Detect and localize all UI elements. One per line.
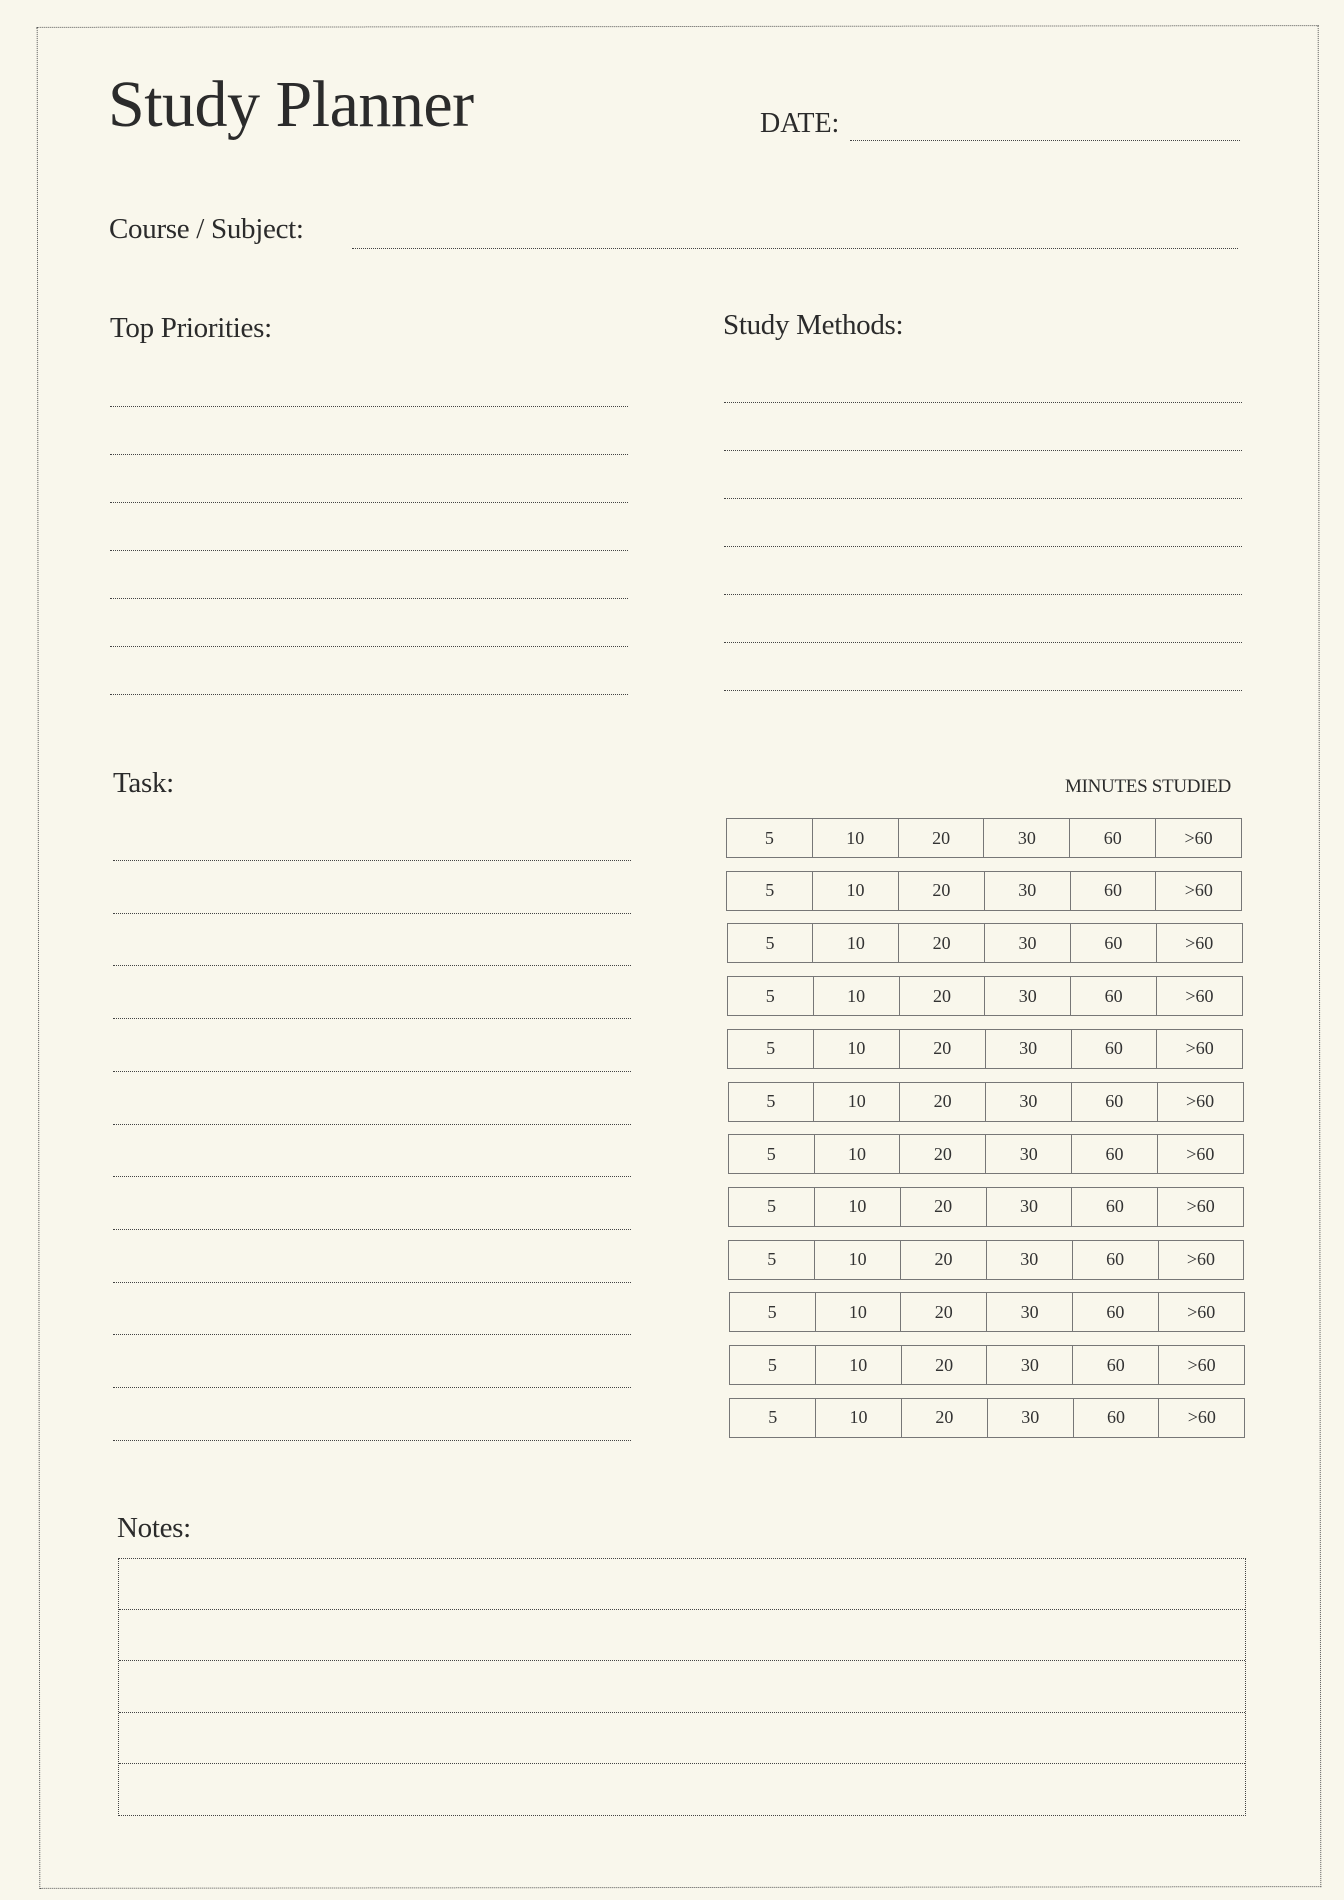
minutes-option-20[interactable]: 20 <box>899 819 985 857</box>
minutes-option-30[interactable]: 30 <box>987 1293 1073 1331</box>
notes-row[interactable] <box>119 1559 1245 1610</box>
minutes-option-over-60[interactable]: >60 <box>1187 1407 1216 1428</box>
minutes-option-20[interactable]: 20 <box>900 1030 986 1068</box>
minutes-option-over-60[interactable]: >60 <box>1186 1143 1215 1164</box>
study-method-line[interactable] <box>724 642 1242 643</box>
task-label: Task: <box>113 767 174 799</box>
top-priority-line[interactable] <box>110 406 628 407</box>
study-methods-label: Study Methods: <box>723 309 904 341</box>
minutes-option-5[interactable]: 5 <box>730 1293 816 1331</box>
minutes-option-over-60[interactable]: >60 <box>1184 827 1213 848</box>
minutes-row <box>726 818 1242 858</box>
minutes-row <box>728 1134 1244 1174</box>
task-line[interactable] <box>113 1387 631 1388</box>
top-priority-line[interactable] <box>110 502 628 503</box>
date-field[interactable] <box>850 140 1240 141</box>
minutes-option-10[interactable]: 10 <box>815 1188 901 1226</box>
notes-label: Notes: <box>117 1512 191 1544</box>
minutes-option-10[interactable]: 10 <box>816 1399 902 1437</box>
minutes-option-over-60[interactable]: >60 <box>1185 985 1214 1006</box>
notes-row[interactable] <box>119 1713 1245 1764</box>
top-priority-line[interactable] <box>110 646 628 647</box>
study-method-line[interactable] <box>724 690 1242 691</box>
minutes-option-20[interactable]: 20 <box>900 977 986 1015</box>
task-line[interactable] <box>113 1018 631 1019</box>
minutes-option-30[interactable]: 30 <box>986 1135 1072 1173</box>
minutes-row <box>726 871 1242 911</box>
minutes-option-30[interactable]: 30 <box>987 1188 1073 1226</box>
task-line[interactable] <box>113 1229 631 1230</box>
minutes-option-20[interactable]: 20 <box>901 1241 987 1279</box>
minutes-option-20[interactable]: 20 <box>899 924 985 962</box>
minutes-option-30[interactable]: 30 <box>985 924 1071 962</box>
task-line[interactable] <box>113 1440 631 1441</box>
minutes-option-60[interactable]: 60 <box>1070 819 1156 857</box>
task-line[interactable] <box>113 1334 631 1335</box>
study-method-line[interactable] <box>724 498 1242 499</box>
minutes-option-60[interactable]: 60 <box>1071 924 1157 962</box>
minutes-option-30[interactable]: 30 <box>986 1030 1072 1068</box>
minutes-option-20[interactable]: 20 <box>901 1293 987 1331</box>
minutes-row <box>727 923 1243 963</box>
minutes-option-10[interactable]: 10 <box>815 1135 901 1173</box>
minutes-option-10[interactable]: 10 <box>815 1241 901 1279</box>
minutes-option-10[interactable]: 10 <box>816 1346 902 1384</box>
task-line[interactable] <box>113 1071 631 1072</box>
minutes-option-over-60[interactable]: >60 <box>1185 1091 1215 1111</box>
minutes-option-5[interactable]: 5 <box>729 1241 815 1279</box>
minutes-option-over-60[interactable]: >60 <box>1186 1196 1215 1217</box>
minutes-option-10[interactable]: 10 <box>814 1083 900 1121</box>
minutes-option-60[interactable]: 60 <box>1074 1399 1160 1437</box>
top-priorities-label: Top Priorities: <box>110 312 272 344</box>
minutes-option-5[interactable]: 5 <box>730 1399 816 1437</box>
minutes-option-5[interactable]: 5 <box>728 924 814 962</box>
top-priority-line[interactable] <box>110 694 628 695</box>
minutes-option-over-60[interactable]: >60 <box>1185 932 1214 953</box>
top-priority-line[interactable] <box>110 454 628 455</box>
minutes-option-60[interactable]: 60 <box>1073 1346 1159 1384</box>
minutes-option-10[interactable]: 10 <box>813 872 899 910</box>
minutes-option-5[interactable]: 5 <box>728 977 814 1015</box>
task-line[interactable] <box>113 860 631 861</box>
minutes-option-over-60[interactable]: >60 <box>1187 1301 1216 1322</box>
notes-row[interactable] <box>119 1610 1245 1661</box>
minutes-option-20[interactable]: 20 <box>900 1135 986 1173</box>
minutes-option-over-60[interactable]: >60 <box>1186 1249 1216 1270</box>
minutes-option-30[interactable]: 30 <box>986 1083 1072 1121</box>
minutes-option-over-60[interactable]: >60 <box>1184 880 1213 901</box>
minutes-row <box>727 976 1243 1016</box>
study-method-line[interactable] <box>724 546 1242 547</box>
minutes-option-60[interactable]: 60 <box>1072 1135 1158 1173</box>
top-priority-line[interactable] <box>110 550 628 551</box>
minutes-option-60[interactable]: 60 <box>1072 1030 1158 1068</box>
minutes-option-60[interactable]: 60 <box>1072 1083 1158 1121</box>
minutes-option-over-60[interactable]: >60 <box>1187 1354 1216 1375</box>
minutes-option-5[interactable]: 5 <box>729 1083 815 1121</box>
minutes-option-30[interactable]: 30 <box>987 1241 1073 1279</box>
minutes-row <box>728 1082 1244 1122</box>
minutes-option-over-60[interactable]: >60 <box>1185 1038 1214 1059</box>
task-line[interactable] <box>113 913 631 914</box>
minutes-studied-label: MINUTES STUDIED <box>1065 776 1231 797</box>
minutes-option-20[interactable]: 20 <box>901 1188 987 1226</box>
task-line[interactable] <box>113 1176 631 1177</box>
task-line[interactable] <box>113 1282 631 1283</box>
minutes-row <box>729 1345 1245 1385</box>
minutes-option-5[interactable]: 5 <box>729 1188 815 1226</box>
minutes-option-5[interactable]: 5 <box>727 872 813 910</box>
minutes-option-60[interactable]: 60 <box>1071 872 1157 910</box>
study-method-line[interactable] <box>724 402 1242 403</box>
minutes-option-30[interactable]: 30 <box>987 1346 1073 1384</box>
minutes-option-20[interactable]: 20 <box>902 1346 988 1384</box>
minutes-option-5[interactable]: 5 <box>730 1346 816 1384</box>
task-line[interactable] <box>113 1124 631 1125</box>
minutes-option-10[interactable]: 10 <box>813 924 899 962</box>
minutes-row <box>728 1240 1244 1280</box>
minutes-option-60[interactable]: 60 <box>1072 1188 1158 1226</box>
minutes-option-10[interactable]: 10 <box>814 1030 900 1068</box>
minutes-row <box>729 1292 1245 1332</box>
minutes-row <box>728 1187 1244 1227</box>
top-priority-line[interactable] <box>110 598 628 599</box>
minutes-option-20[interactable]: 20 <box>899 872 985 910</box>
minutes-row <box>727 1029 1243 1069</box>
minutes-option-10[interactable]: 10 <box>814 977 900 1015</box>
minutes-option-30[interactable]: 30 <box>984 819 1070 857</box>
minutes-option-60[interactable]: 60 <box>1073 1241 1159 1279</box>
minutes-option-5[interactable]: 5 <box>728 1030 814 1068</box>
minutes-option-60[interactable]: 60 <box>1073 1293 1159 1331</box>
minutes-option-20[interactable]: 20 <box>902 1399 988 1437</box>
minutes-option-20[interactable]: 20 <box>900 1083 986 1121</box>
notes-box[interactable] <box>118 1558 1246 1816</box>
course-subject-field[interactable] <box>352 248 1238 249</box>
minutes-option-30[interactable]: 30 <box>985 872 1071 910</box>
minutes-option-10[interactable]: 10 <box>813 819 899 857</box>
date-label: DATE: <box>760 108 840 139</box>
course-subject-label: Course / Subject: <box>109 213 304 245</box>
minutes-option-5[interactable]: 5 <box>729 1135 815 1173</box>
minutes-option-30[interactable]: 30 <box>988 1399 1074 1437</box>
study-method-line[interactable] <box>724 594 1242 595</box>
minutes-row <box>729 1398 1245 1438</box>
notes-row[interactable] <box>119 1661 1245 1712</box>
minutes-option-60[interactable]: 60 <box>1071 977 1157 1015</box>
notes-row[interactable] <box>119 1764 1245 1815</box>
page-title: Study Planner <box>108 68 474 141</box>
minutes-option-5[interactable]: 5 <box>727 819 813 857</box>
minutes-option-30[interactable]: 30 <box>985 977 1071 1015</box>
minutes-option-10[interactable]: 10 <box>816 1293 902 1331</box>
task-line[interactable] <box>113 965 631 966</box>
study-method-line[interactable] <box>724 450 1242 451</box>
